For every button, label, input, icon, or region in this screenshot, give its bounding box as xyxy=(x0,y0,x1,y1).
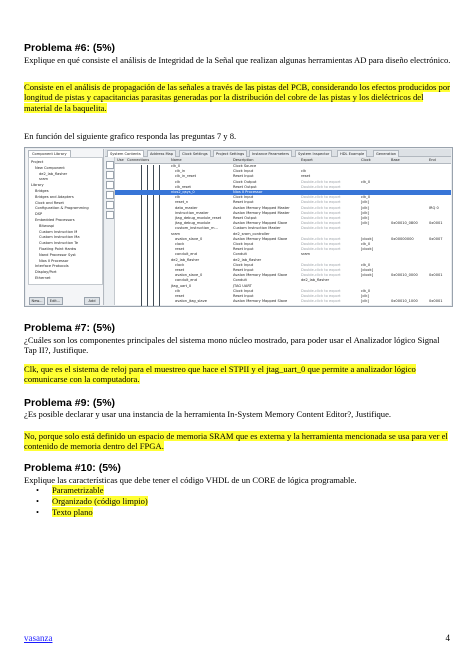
footer-author-link[interactable]: vasanza xyxy=(24,633,53,643)
cell-name: clk xyxy=(175,179,181,184)
cell-name: reset_n xyxy=(175,200,189,205)
library-new-button: New... xyxy=(29,297,45,305)
cell-clock: [clk] xyxy=(361,294,369,298)
cell-clock: [clock] xyxy=(361,268,374,272)
cell-name: sram xyxy=(171,231,181,236)
table-row[interactable] xyxy=(115,237,451,242)
qsys-tab[interactable]: Instance Parameters xyxy=(249,150,292,157)
col-use: Use xyxy=(117,158,124,162)
library-tree-item[interactable]: Custom Instruction Ma xyxy=(39,235,80,240)
page-number: 4 xyxy=(445,633,450,643)
cell-name: clk_reset xyxy=(175,184,191,189)
table-row[interactable] xyxy=(115,252,451,257)
cell-export: Double-click to export xyxy=(301,273,341,278)
cell-export: Double-click to export xyxy=(301,299,341,304)
cell-desc: de2_sram_controller xyxy=(233,231,270,236)
cell-desc: Clock Output xyxy=(233,179,257,184)
table-row[interactable] xyxy=(115,242,451,247)
cell-clock: [clock] xyxy=(361,273,374,278)
cell-name: clk xyxy=(175,195,181,200)
library-tree-item[interactable]: Ethernet xyxy=(35,276,51,280)
cell-name: jtag_debug_module xyxy=(175,221,211,226)
cell-base: 0x00010_0800 xyxy=(391,221,418,226)
remove-tool-icon xyxy=(106,171,114,179)
cell-desc: Reset Output xyxy=(233,184,257,189)
bullet-item xyxy=(36,507,148,518)
qsys-tab-bar xyxy=(105,149,451,157)
table-row[interactable] xyxy=(115,263,451,268)
component-library-tree xyxy=(28,157,103,285)
component-library-tab: Component Library xyxy=(28,150,71,157)
library-tree-item[interactable]: Library xyxy=(31,183,44,188)
library-edit-button: Edit... xyxy=(47,297,63,305)
library-tree-item[interactable]: de2_lab_flasher xyxy=(39,171,68,176)
cell-clock: clk_0 xyxy=(361,262,371,267)
problem-7-answer-text: Clk, que es el sistema de reloj para el muestreo que hace el STPII y el jtag_uart_0 que permite a analizador lógico comunicarse con la computadora. xyxy=(24,364,416,385)
col-description: Description xyxy=(233,158,254,162)
library-tree-item[interactable]: Custom Instruction M xyxy=(39,229,78,234)
cell-desc: Custom Instruction Master xyxy=(233,226,281,231)
cell-desc: Reset Input xyxy=(233,247,254,252)
bullet-item xyxy=(36,496,148,507)
cell-export: sram xyxy=(301,252,311,257)
cell-desc: de2_lab_flasher xyxy=(233,257,262,262)
problem-7-question: ¿Cuáles son los componentes principales del sistema mono núcleo mostrado, para poder usar el Analizador lógico Signal Tap II?, Justifique. xyxy=(24,335,440,356)
table-row[interactable] xyxy=(115,247,451,252)
cell-name: avalon_slave_0 xyxy=(175,236,203,241)
system-contents-panel xyxy=(105,149,451,305)
cell-desc: Reset Input xyxy=(233,294,254,298)
cell-export: Double-click to export xyxy=(301,268,341,272)
cell-name: instruction_master xyxy=(175,210,209,215)
problem-6-heading: Problema #6: (5%) xyxy=(24,42,116,54)
cell-base: 0x00000000 xyxy=(391,236,414,241)
cell-desc: Conduit xyxy=(233,278,247,283)
cell-clock: clk_0 xyxy=(361,242,371,246)
table-row[interactable] xyxy=(115,211,451,216)
cell-desc: Avalon Memory Mapped Slave xyxy=(233,273,288,278)
problem-9-question: ¿Es posible declarar y usar una instancia de la herramienta In-System Memory Content Editor?, Justifique. xyxy=(24,409,392,419)
cell-export: Double-click to export xyxy=(301,288,341,293)
problem-9-heading: Problema #9: (5%) xyxy=(24,397,116,409)
bullet-item xyxy=(36,485,148,496)
table-row[interactable] xyxy=(115,185,451,190)
cell-desc: Clock Input xyxy=(233,195,254,200)
cell-name: de2_lab_flasher xyxy=(171,257,200,262)
cell-desc: Clock Input xyxy=(233,288,254,293)
table-row[interactable] xyxy=(115,216,451,221)
cell-base: 0x00010_0000 xyxy=(391,273,418,278)
cell-export: Double-click to export xyxy=(301,205,341,210)
filter-tool-icon xyxy=(106,211,114,219)
cell-name: reset xyxy=(175,294,185,298)
cell-name: jtag_debug_module_reset xyxy=(175,216,222,220)
qsys-tab[interactable]: System Inspector xyxy=(295,150,332,157)
table-row[interactable] xyxy=(115,169,451,174)
cell-name: clk xyxy=(175,288,181,293)
cell-export: Double-click to export xyxy=(301,236,341,241)
bullet-text: Organizado (código limpio) xyxy=(52,496,148,506)
library-tree-item[interactable]: Clock and Reset xyxy=(35,200,64,205)
table-row[interactable] xyxy=(115,190,451,195)
library-tree-item[interactable]: Project xyxy=(31,160,44,164)
table-row[interactable] xyxy=(115,180,451,185)
cell-desc: Reset Output xyxy=(233,216,257,220)
edit-tool-icon xyxy=(106,181,114,189)
cell-desc: JTAG UART xyxy=(233,283,252,288)
library-tree-item[interactable]: Configuration & Programming xyxy=(35,206,89,211)
cell-clock: [clock] xyxy=(361,247,374,252)
move-up-tool-icon xyxy=(106,191,114,199)
library-tree-item[interactable]: Embedded Processors xyxy=(35,218,75,222)
cell-desc: Avalon Memory Mapped Slave xyxy=(233,236,288,241)
qsys-tab[interactable]: Address Map xyxy=(147,150,176,157)
bullet-text: Texto plano xyxy=(52,507,93,517)
cell-clock: [clk] xyxy=(361,216,369,220)
library-tree-item[interactable]: Display/Port xyxy=(35,270,57,275)
table-row[interactable] xyxy=(115,278,451,283)
qsys-tab[interactable]: Clock Settings xyxy=(179,150,211,157)
cell-end: 0x0001 xyxy=(429,221,443,226)
graphic-intro: En función del siguiente grafico responda las preguntas 7 y 8. xyxy=(24,131,237,141)
library-tree-item[interactable]: Custom Instruction Te xyxy=(39,241,79,246)
table-row[interactable] xyxy=(115,289,451,294)
problem-6-answer xyxy=(24,82,452,113)
cell-name: reset xyxy=(175,268,185,272)
cell-clock: clk_0 xyxy=(361,195,371,200)
qsys-screenshot xyxy=(24,147,453,307)
table-row[interactable] xyxy=(115,226,451,231)
col-name: Name xyxy=(171,158,182,162)
cell-name: avalon_slave_0 xyxy=(175,273,203,278)
library-tree-item[interactable]: DSP xyxy=(35,212,43,217)
table-row[interactable] xyxy=(115,195,451,200)
cell-clock: clk_0 xyxy=(361,288,371,293)
problem-10-heading: Problema #10: (5%) xyxy=(24,462,121,474)
table-row[interactable] xyxy=(115,164,451,169)
table-header xyxy=(115,157,451,164)
table-row[interactable] xyxy=(115,294,451,299)
cell-end: 0x0001 xyxy=(429,273,443,278)
library-tree-item[interactable]: Interface Protocols xyxy=(35,264,69,269)
cell-clock: [clk] xyxy=(361,210,369,215)
library-tree-item[interactable]: sram xyxy=(39,177,49,182)
cell-desc: Clock Input xyxy=(233,242,254,246)
cell-export: clk xyxy=(301,169,307,174)
cell-desc: Conduit xyxy=(233,252,247,257)
cell-clock: clk_0 xyxy=(361,179,371,184)
library-tree-item[interactable]: Bitwuspi xyxy=(39,223,55,228)
cell-end: IRQ 0 xyxy=(429,205,439,210)
cell-export: Double-click to export xyxy=(301,221,341,226)
col-export: Export xyxy=(301,158,313,162)
table-row[interactable] xyxy=(115,221,451,226)
qsys-toolbar xyxy=(105,157,115,305)
qsys-tab[interactable]: HDL Example xyxy=(337,150,367,157)
table-row[interactable] xyxy=(115,299,451,304)
cell-end: 0x0001 xyxy=(429,299,443,304)
cell-desc: Clock Input xyxy=(233,169,254,174)
system-contents-table xyxy=(115,157,451,305)
cell-desc: Reset Input xyxy=(233,200,254,205)
cell-name: clk_in xyxy=(175,169,186,174)
table-row[interactable] xyxy=(115,268,451,273)
cell-name: clock xyxy=(175,262,185,267)
move-down-tool-icon xyxy=(106,201,114,209)
cell-desc: Reset Input xyxy=(233,268,254,272)
cell-name: nios2_qsys_0 xyxy=(171,190,195,194)
table-row[interactable] xyxy=(115,258,451,263)
cell-export: Double-click to export xyxy=(301,294,341,298)
library-tree-item[interactable]: Nios II Processor xyxy=(39,258,69,263)
cell-clock: [clock] xyxy=(361,236,374,241)
table-row[interactable] xyxy=(115,200,451,205)
cell-name: clk_0 xyxy=(171,164,181,168)
problem-6-answer-text: Consiste en el análisis de propagación de las señales a través de las pistas del PCB, considerando los efectos producidos por longitud de pistas y capacitancias parasitas generadas por la distribución del cobre de las pistas y los dieléctricos del material de la baquelita. xyxy=(24,82,451,113)
problem-10-question: Explique las características que debe tener el código VHDL de un CORE de lógica programable. xyxy=(24,475,357,485)
cell-clock: [clk] xyxy=(361,221,369,226)
cell-name: reset xyxy=(175,247,185,252)
cell-clock: [clk] xyxy=(361,200,369,205)
cell-base: 0x00010_1000 xyxy=(391,299,418,304)
table-row[interactable] xyxy=(115,206,451,211)
cell-name: jtag_uart_0 xyxy=(171,283,192,288)
component-library-panel xyxy=(26,149,104,305)
cell-export: Double-click to export xyxy=(301,262,341,267)
library-tree-item[interactable]: Bridges and Adapters xyxy=(35,194,74,199)
cell-name: avalon_jtag_slave xyxy=(175,299,207,304)
cell-desc: Avalon Memory Mapped Slave xyxy=(233,299,288,304)
col-base: Base xyxy=(391,158,400,162)
problem-9-answer-text: No, porque solo está definido un espacio de memoria SRAM que es externa y la herramienta mencionada se usa para ver el contenido de memoria dentro del FPGA. xyxy=(24,431,448,452)
library-tree-item[interactable]: Nand Processor Syst xyxy=(39,252,76,257)
cell-desc: Nios II Processor xyxy=(233,190,263,194)
cell-export: reset xyxy=(301,174,311,179)
cell-clock: [clk] xyxy=(361,299,369,304)
cell-clock: [clk] xyxy=(361,205,369,210)
problem-6-question: Explique en qué consiste el análisis de Integridad de la Señal que realizan algunas herramientas AD para diseño electrónico. xyxy=(24,55,451,65)
cell-export: Double-click to export xyxy=(301,184,341,189)
library-add-button: Add xyxy=(84,297,100,305)
cell-name: conduit_end xyxy=(175,252,197,257)
cell-name: clk_in_reset xyxy=(175,174,197,179)
cell-export: Double-click to export xyxy=(301,242,341,246)
qsys-tab[interactable]: System Contents xyxy=(107,150,144,157)
cell-name: clock xyxy=(175,242,185,246)
cell-export: Double-click to export xyxy=(301,247,341,252)
cell-export: Double-click to export xyxy=(301,226,341,231)
cell-end: 0x0007 xyxy=(429,236,443,241)
problem-9-answer xyxy=(24,431,452,452)
cell-export: Double-click to export xyxy=(301,216,341,220)
cell-desc: Avalon Memory Mapped Slave xyxy=(233,221,288,226)
bullet-text: Parametrizable xyxy=(52,485,104,495)
cell-desc: Avalon Memory Mapped Master xyxy=(233,210,290,215)
col-end: End xyxy=(429,158,436,162)
library-tree-item[interactable]: Bridges xyxy=(35,189,49,193)
cell-desc: Reset Input xyxy=(233,174,254,179)
col-clock: Clock xyxy=(361,158,371,162)
cell-export: de2_lab_flasher xyxy=(301,278,330,283)
qsys-tab[interactable]: Project Settings xyxy=(213,150,247,157)
cell-export: Double-click to export xyxy=(301,195,341,200)
problem-7-answer xyxy=(24,364,452,385)
cell-export: Double-click to export xyxy=(301,179,341,184)
cell-export: Double-click to export xyxy=(301,210,341,215)
table-row[interactable] xyxy=(115,174,451,179)
col-connections: Connections xyxy=(127,158,150,162)
cell-export: Double-click to export xyxy=(301,200,341,205)
qsys-tab[interactable]: Generation xyxy=(373,150,399,157)
library-tree-item[interactable]: Floating Point Hardw xyxy=(39,247,77,251)
cell-desc: Clock Source xyxy=(233,164,257,168)
problem-7-heading: Problema #7: (5%) xyxy=(24,322,116,334)
cell-desc: Avalon Memory Mapped Master xyxy=(233,205,290,210)
library-tree-item[interactable]: New Component xyxy=(35,165,65,170)
cell-name: data_master xyxy=(175,205,198,210)
add-tool-icon xyxy=(106,161,114,169)
table-row[interactable] xyxy=(115,232,451,237)
cell-desc: Clock Input xyxy=(233,262,254,267)
problem-10-bullet-list xyxy=(36,485,148,518)
cell-name: custom_instruction_m... xyxy=(175,226,218,231)
table-row[interactable] xyxy=(115,273,451,278)
cell-name: conduit_end xyxy=(175,278,197,283)
table-row[interactable] xyxy=(115,284,451,289)
